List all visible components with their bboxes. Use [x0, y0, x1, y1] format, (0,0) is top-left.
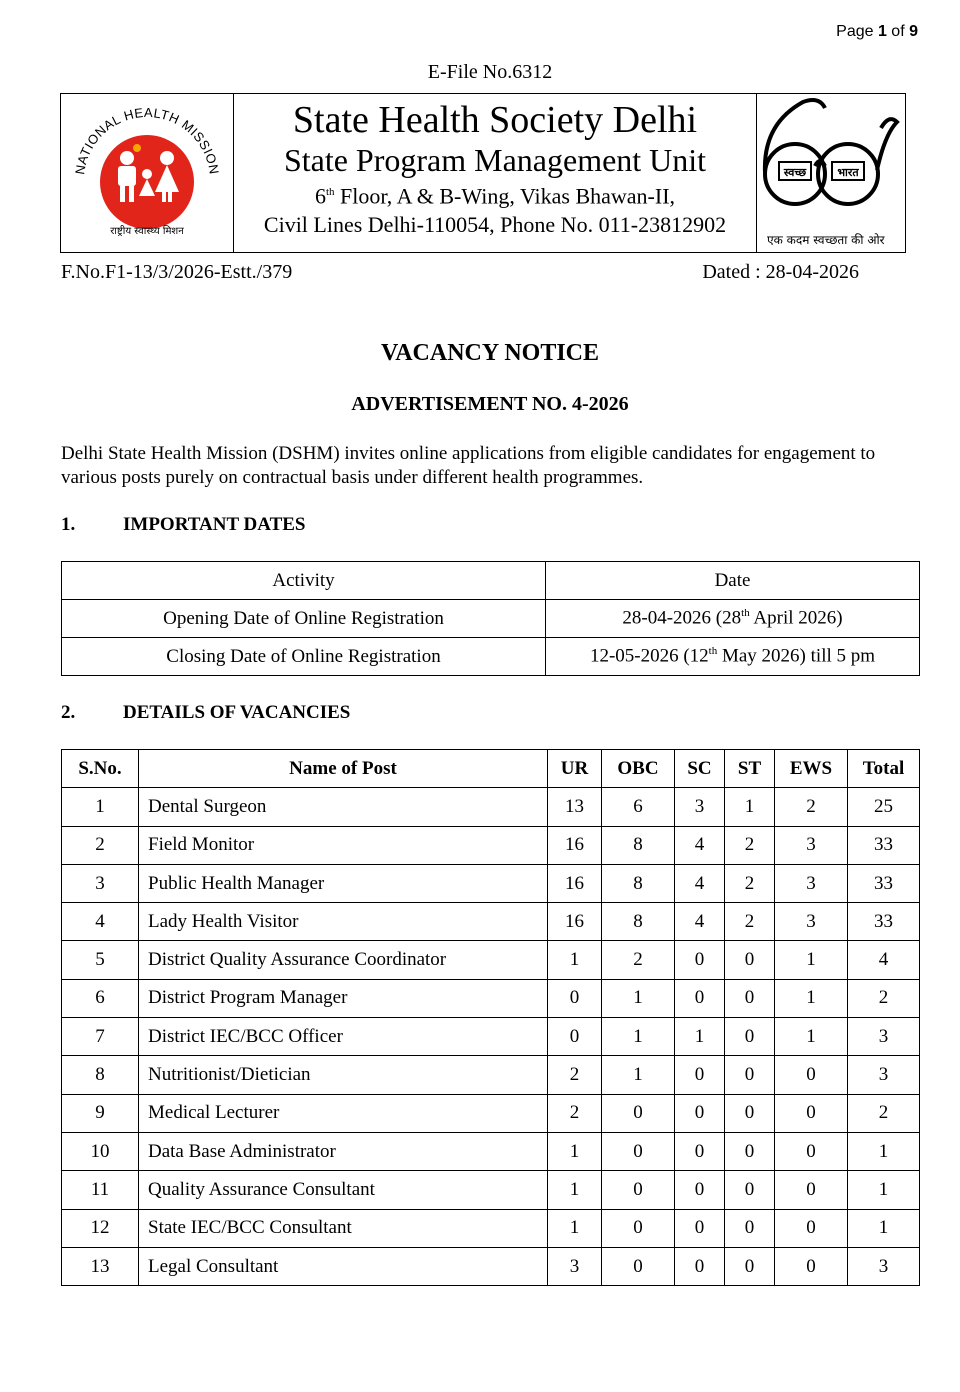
notice-title: VACANCY NOTICE	[380, 340, 600, 366]
sc-cell: 4	[675, 864, 725, 902]
sc-cell: 1	[675, 1018, 725, 1056]
ews-cell: 1	[775, 979, 848, 1017]
swachh-tagline: एक कदम स्वच्छता की ओर	[767, 233, 885, 247]
total-cell: 3	[848, 1018, 920, 1056]
ur-cell: 16	[548, 826, 602, 864]
total-cell: 1	[848, 1209, 920, 1247]
sno-cell: 13	[62, 1247, 139, 1285]
ews-cell: 0	[775, 1247, 848, 1285]
ews-cell: 3	[775, 826, 848, 864]
ews-cell: 0	[775, 1056, 848, 1094]
header-cell: EWS	[775, 750, 848, 788]
sc-cell: 0	[675, 941, 725, 979]
obc-cell: 0	[602, 1209, 675, 1247]
ews-cell: 0	[775, 1094, 848, 1132]
obc-cell: 0	[602, 1247, 675, 1285]
section-vacancy-details: 2. DETAILS OF VACANCIES	[61, 702, 351, 723]
ur-cell: 1	[548, 1171, 602, 1209]
table-row	[62, 788, 920, 826]
obc-cell: 1	[602, 1056, 675, 1094]
nhm-logo	[61, 94, 234, 252]
obc-cell: 8	[602, 903, 675, 941]
obc-cell: 2	[602, 941, 675, 979]
obc-cell: 0	[602, 1171, 675, 1209]
table-row	[62, 826, 920, 864]
post-name-cell: Medical Lecturer	[139, 1094, 548, 1132]
ur-cell: 2	[548, 1094, 602, 1132]
table-row	[62, 1247, 920, 1285]
ur-cell: 1	[548, 1209, 602, 1247]
address-line-1: 6th Floor, A & B-Wing, Vikas Bhawan-II,	[314, 183, 676, 209]
total-cell: 33	[848, 864, 920, 902]
ur-cell: 13	[548, 788, 602, 826]
activity-cell: Opening Date of Online Registration	[62, 600, 546, 638]
table-row	[62, 1209, 920, 1247]
table-row	[62, 979, 920, 1017]
header-cell: S.No.	[62, 750, 139, 788]
ur-cell: 16	[548, 864, 602, 902]
total-cell: 33	[848, 826, 920, 864]
ur-cell: 0	[548, 1018, 602, 1056]
swachh-bharat-logo	[756, 94, 905, 252]
obc-cell: 0	[602, 1132, 675, 1170]
total-cell: 25	[848, 788, 920, 826]
st-cell: 0	[725, 1056, 775, 1094]
sc-cell: 0	[675, 1209, 725, 1247]
obc-cell: 8	[602, 864, 675, 902]
sno-cell: 7	[62, 1018, 139, 1056]
st-cell: 1	[725, 788, 775, 826]
obc-cell: 1	[602, 1018, 675, 1056]
svg-text:NATIONAL HEALTH MISSION: NATIONAL HEALTH MISSION	[72, 108, 222, 176]
reference-row	[61, 261, 859, 284]
post-name-cell: Public Health Manager	[139, 864, 548, 902]
ews-cell: 1	[775, 1018, 848, 1056]
obc-cell: 0	[602, 1094, 675, 1132]
activity-cell: Closing Date of Online Registration	[62, 638, 546, 676]
total-cell: 2	[848, 979, 920, 1017]
vacancies-table	[61, 749, 920, 1286]
post-name-cell: Legal Consultant	[139, 1247, 548, 1285]
sno-cell: 1	[62, 788, 139, 826]
table-header-row	[62, 562, 920, 600]
table-header-row	[62, 750, 920, 788]
post-name-cell: District Program Manager	[139, 979, 548, 1017]
header-cell: OBC	[602, 750, 675, 788]
sc-cell: 3	[675, 788, 725, 826]
total-cell: 1	[848, 1171, 920, 1209]
table-row	[62, 600, 920, 638]
ews-cell: 0	[775, 1209, 848, 1247]
header-cell: UR	[548, 750, 602, 788]
date-cell: 28-04-2026 (28th April 2026)	[546, 600, 920, 638]
sno-cell: 6	[62, 979, 139, 1017]
total-cell: 1	[848, 1132, 920, 1170]
important-dates-table	[61, 561, 920, 676]
sc-cell: 0	[675, 1247, 725, 1285]
date-cell: 12-05-2026 (12th May 2026) till 5 pm	[546, 638, 920, 676]
sno-cell: 4	[62, 903, 139, 941]
ur-cell: 1	[548, 941, 602, 979]
ews-cell: 0	[775, 1171, 848, 1209]
section-important-dates: 1. IMPORTANT DATES	[61, 514, 306, 535]
table-row	[62, 1094, 920, 1132]
obc-cell: 8	[602, 826, 675, 864]
unit-name: State Program Management Unit	[283, 142, 707, 178]
post-name-cell: District Quality Assurance Coordinator	[139, 941, 548, 979]
obc-cell: 1	[602, 979, 675, 1017]
total-cell: 4	[848, 941, 920, 979]
st-cell: 0	[725, 1018, 775, 1056]
sc-cell: 0	[675, 1171, 725, 1209]
header-cell: Activity	[62, 562, 546, 600]
svg-text:भारत: भारत	[837, 166, 859, 179]
efile-number: E-File No.6312	[427, 61, 553, 83]
svg-text:स्वच्छ: स्वच्छ	[783, 166, 807, 179]
sno-cell: 10	[62, 1132, 139, 1170]
header-cell: Date	[546, 562, 920, 600]
post-name-cell: Lady Health Visitor	[139, 903, 548, 941]
post-name-cell: Field Monitor	[139, 826, 548, 864]
ur-cell: 1	[548, 1132, 602, 1170]
ur-cell: 0	[548, 979, 602, 1017]
st-cell: 0	[725, 941, 775, 979]
sc-cell: 0	[675, 979, 725, 1017]
st-cell: 0	[725, 1247, 775, 1285]
total-cell: 3	[848, 1247, 920, 1285]
sc-cell: 0	[675, 1132, 725, 1170]
org-name: State Health Society Delhi	[292, 99, 698, 141]
st-cell: 2	[725, 864, 775, 902]
table-row	[62, 903, 920, 941]
table-row	[62, 1171, 920, 1209]
table-row	[62, 1132, 920, 1170]
header-cell: Total	[848, 750, 920, 788]
st-cell: 0	[725, 1209, 775, 1247]
sno-cell: 3	[62, 864, 139, 902]
table-row	[62, 638, 920, 676]
advertisement-number: ADVERTISEMENT NO. 4-2026	[351, 393, 629, 415]
post-name-cell: Data Base Administrator	[139, 1132, 548, 1170]
sc-cell: 4	[675, 903, 725, 941]
ews-cell: 3	[775, 903, 848, 941]
total-cell: 3	[848, 1056, 920, 1094]
ews-cell: 2	[775, 788, 848, 826]
letterhead-text	[234, 94, 756, 252]
st-cell: 0	[725, 979, 775, 1017]
sc-cell: 0	[675, 1056, 725, 1094]
file-number: F.No.F1-13/3/2026-Estt./379	[61, 261, 293, 283]
intro-paragraph: Delhi State Health Mission (DSHM) invites online applications from eligible candidates for engagement to various posts purely on contractual basis under different health programmes.	[61, 443, 876, 488]
sno-cell: 2	[62, 826, 139, 864]
st-cell: 0	[725, 1171, 775, 1209]
ur-cell: 16	[548, 903, 602, 941]
page-indicator: Page 1 of 9	[836, 23, 918, 40]
table-row	[62, 1056, 920, 1094]
header-cell: Name of Post	[139, 750, 548, 788]
table-row	[62, 1018, 920, 1056]
sno-cell: 11	[62, 1171, 139, 1209]
st-cell: 2	[725, 903, 775, 941]
ews-cell: 3	[775, 864, 848, 902]
letterhead	[60, 93, 906, 253]
header-cell: SC	[675, 750, 725, 788]
obc-cell: 6	[602, 788, 675, 826]
table-row	[62, 864, 920, 902]
ur-cell: 3	[548, 1247, 602, 1285]
st-cell: 0	[725, 1132, 775, 1170]
address-line-2: Civil Lines Delhi-110054, Phone No. 011-23812902	[263, 212, 727, 238]
post-name-cell: District IEC/BCC Officer	[139, 1018, 548, 1056]
table-row	[62, 941, 920, 979]
post-name-cell: Nutritionist/Dietician	[139, 1056, 548, 1094]
sno-cell: 5	[62, 941, 139, 979]
st-cell: 0	[725, 1094, 775, 1132]
post-name-cell: Quality Assurance Consultant	[139, 1171, 548, 1209]
total-cell: 33	[848, 903, 920, 941]
sno-cell: 9	[62, 1094, 139, 1132]
sno-cell: 8	[62, 1056, 139, 1094]
sc-cell: 0	[675, 1094, 725, 1132]
post-name-cell: Dental Surgeon	[139, 788, 548, 826]
st-cell: 2	[725, 826, 775, 864]
total-cell: 2	[848, 1094, 920, 1132]
ews-cell: 1	[775, 941, 848, 979]
ews-cell: 0	[775, 1132, 848, 1170]
sno-cell: 12	[62, 1209, 139, 1247]
sc-cell: 4	[675, 826, 725, 864]
post-name-cell: State IEC/BCC Consultant	[139, 1209, 548, 1247]
svg-text:राष्ट्रीय स्वास्थ्य मिशन: राष्ट्रीय स्वास्थ्य मिशन	[110, 226, 184, 237]
dated: Dated : 28-04-2026	[702, 261, 859, 283]
header-cell: ST	[725, 750, 775, 788]
ur-cell: 2	[548, 1056, 602, 1094]
